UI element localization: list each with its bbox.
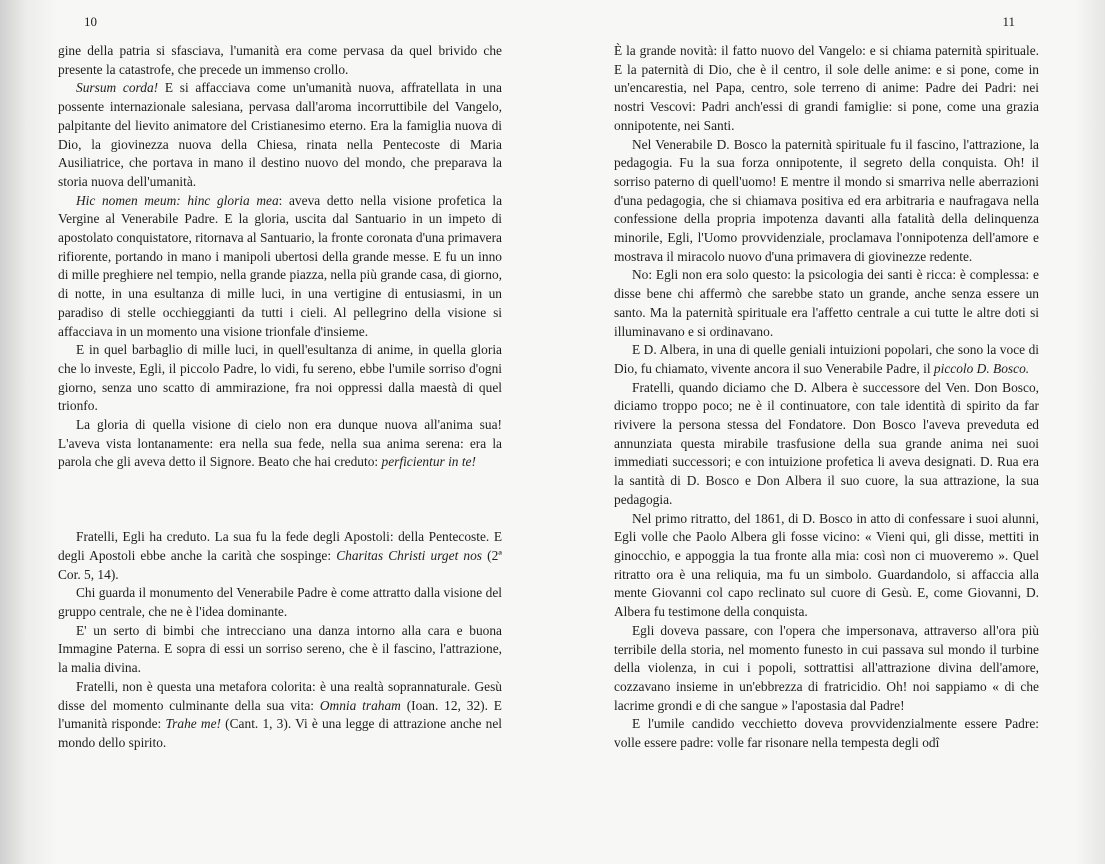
page-number: 11 xyxy=(1002,14,1015,29)
paragraph: E D. Albera, in una di quelle geniali intuizioni popolari, che sono la voce di Dio, fu chiamato, vivente ancora il suo Venerabile Padre, il piccolo D. Bosco. xyxy=(614,342,1039,376)
paragraph: È la grande novità: il fatto nuovo del Vangelo: e si chiama paternità spirituale. E la paternità di Dio, che è il centro, il sole delle anime: e si pone, come in un'encarestia, nel Papa, centro, sole terreno di anime: Padre dei Padri: nei nostri Vescovi: Padri anch'essi di grandi famiglie: si pone, come una grazia onnipotente, nei Santi. xyxy=(614,43,1039,133)
paragraph: gine della patria si sfasciava, l'umanità era come pervasa da quel brivido che presente la catastrofe, che precede un immenso crollo. xyxy=(58,43,502,77)
paragraph: Chi guarda il monumento del Venerabile Padre è come attratto dalla visione del gruppo centrale, che ne è l'idea dominante. xyxy=(58,585,502,619)
paragraph: Hic nomen meum: hinc gloria mea: aveva detto nella visione profetica la Vergine al Venerabile Padre. E la gloria, uscita dal Santuario in un impeto di apostolato conquistatore, ritornava al Santuario, la fronte coronata d'una primavera rifiorente, portando in mano i manipoli ubertosi della grande messe. E fu un inno di mille preghiere nel tempio, nella grande piazza, nella più grande casa, di giorno, di notte, in una esultanza di mille luci, in una vertigine di entusiasmi, in un paradiso di stelle occhieggianti da tutti i cieli. Al pellegrino della visione si affacciava in un momento una visione trionfale d'insieme. xyxy=(58,192,503,339)
paragraph: Fratelli, non è questa una metafora colorita: è una realtà soprannaturale. Gesù disse del momento culminante della sua vita: Omnia traham (Ioan. 12, 32). E l'umanità risponde: Trahe me! (Cant. 1, 3). Vi è una legge di attrazione anche nel mondo dello spirito. xyxy=(58,678,502,750)
paragraph: Fratelli, quando diciamo che D. Albera è successore del Ven. Don Bosco, diciamo troppo poco; ne è il continuatore, con tale identità di spirito da far rivivere la persona stessa del Fondatore. Don Bosco l'aveva preveduta ed annunziata questa mirabile trasfusione della sua grande anima nei suoi immediati successori; e con intuizione profetica li aveva designati. D. Rua era la santità di D. Bosco e Don Albera il suo cuore, la sua attrazione, la sua pedagogia. xyxy=(614,379,1039,507)
paragraph: Nel Venerabile D. Bosco la paternità spirituale fu il fascino, l'attrazione, la pedagogia. Fu la sua forza onnipotente, il segreto della conquista. Oh! il sorriso paterno di quell'uomo! E mentre il mondo si smarriva nelle aberrazioni d'una pedagogia, che si chiamava positiva ed era arbitraria e naufragava nella confessione della propria impotenza davanti alla fatalità della delinquenza minorile, Egli, l'Uomo provvidenziale, proclamava l'onnipotenza dell'amore e mostrava il miracolo nuovo d'una primavera di giovinezze redente. xyxy=(614,136,1039,264)
page-body xyxy=(58,42,502,753)
paragraph: E in quel barbaglio di mille luci, in quell'esultanza di anime, in quella gloria che lo investe, Egli, il piccolo Padre, lo vidi, fu sereno, ebbe l'umile sorriso d'ogni giorno, senza uno scatto di ammirazione, fra noi oppressi dalla maestà di quel trionfo. xyxy=(58,342,502,414)
paragraph: E' un serto di bimbi che intrecciano una danza intorno alla cara e buona Immagine Paterna. E sopra di essi un sorriso sereno, che è il fascino, l'attrazione, la malia divina. xyxy=(58,622,502,676)
paragraph: Sursum corda! E si affacciava come un'umanità nuova, affratellata in una possente internazionale salesiana, pervasa dall'aroma incorruttibile del Vangelo, palpitante del lievito animatore del Cristianesimo eterno. Era la famiglia nuova di Dio, la giovinezza nuova della Chiesa, rinata nella Pentecoste di Maria Ausiliatrice, che portava in mano il destino nuovo del mondo, che preparava la storia nuova dell'umanità. xyxy=(58,80,502,189)
right-page xyxy=(552,0,1105,864)
paragraph: Nel primo ritratto, del 1861, di D. Bosco in atto di confessare i suoi alunni, Egli volle che Paolo Albera gli fosse vicino: « Vieni qui, gli disse, mettiti in ginocchio, e appoggia la tua fronte alla mia: così non ci muoveremo ». Quel ritratto ora è una reliquia, ma fu un simbolo. Guardandolo, si affaccia alla mente Giovanni col capo reclinato sul cuore di Gesù. E, come Giovanni, D. Albera fu testimone della conquista. xyxy=(614,510,1039,620)
page-body xyxy=(614,42,1039,753)
paragraph: Fratelli, Egli ha creduto. La sua fu la fede degli Apostoli: della Pentecoste. E degli Apostoli ebbe anche la carità che sospinge: Charitas Christi urget nos (2ª Cor. 5, 14). xyxy=(58,529,502,582)
paragraph: Egli doveva passare, con l'opera che impersonava, attraverso all'ora più terribile della storia, nel momento funesto in cui passava sul mondo il turbine della violenza, in cui i popoli, sottrattisi all'attrazione divina dell'amore, cozzavano insieme in un'ebbrezza di fratricidio. Oh! noi sappiamo « di che lacrime grondi e di che sangue » l'apostasia dal Padre! xyxy=(614,622,1039,713)
paragraph: E l'umile candido vecchietto doveva provvidenzialmente essere Padre: volle essere padre: volle far risonare nella tempesta degli odî xyxy=(614,716,1039,751)
left-page xyxy=(0,0,552,864)
section-break xyxy=(58,472,502,528)
page-number: 10 xyxy=(84,14,97,29)
paragraph: La gloria di quella visione di cielo non era dunque nuova all'anima sua! L'aveva vista lontanamente: era nella sua fede, nella sua anima serena: era la parola che gli aveva detto il Signore. Beato che hai creduto: perficientur in te! xyxy=(58,417,502,470)
paragraph: No: Egli non era solo questo: la psicologia dei santi è ricca: è complessa: e disse bene chi affermò che sarebbe stato un grande, anche senza essere un santo. Ma la paternità spirituale era l'affetto centrale a cui tutte le altre doti si illuminavano e si ordinavano. xyxy=(614,267,1039,339)
